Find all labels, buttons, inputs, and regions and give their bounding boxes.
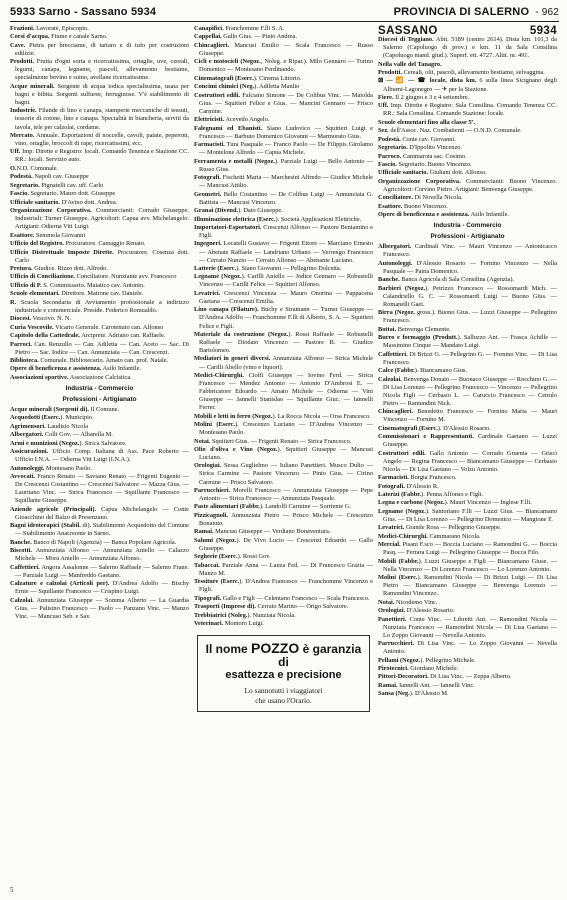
directory-entry: Podestà. Napoli cav. Giuseppe [10, 173, 89, 181]
header-province-title: PROVINCIA DI SALERNO [393, 6, 530, 18]
directory-entry: Ingegneri. Locatelli Gustavo — Frigenti Ettore — Marciano Ernesto — Abenate Raffaele — Landriano Urbano — Verrengo Francesco — Cerrato Nunzio — Cerrato Alfonso — Abenante Luciano. [194, 240, 373, 264]
directory-entry: Calzolai. Annunziata Giuseppe — Somma Alberto — La Guardia Gius. — Palisino Francesco — Paolo — Panzano Vinc. — Manzo Vinc. — Mancuso Seb. e Sav. [10, 596, 189, 620]
directory-entry: Ufficio del Registro. Procuratore. Camaggio Renato. [10, 240, 146, 248]
directory-entry: Ramai. Mancusi Giuseppe — Verdiano Bonaventura. [194, 528, 331, 536]
header-left: 5933 Sarno - Sassano 5934 [10, 6, 157, 18]
directory-entry: Fotografi. Fischetti Maria — Marchesini Alfredo — Giudice Michele — Mancusi Attilio. [194, 174, 373, 190]
directory-entry: Banche. Banco di Napoli (Agenzia) — Banca Popolare Agricola. [10, 538, 177, 546]
ad-line-4: che usano l'Orario. [255, 696, 312, 706]
directory-entry: Pittori-Decoratori. Di Lisa Vinc. — Zeppa Alberto. [378, 673, 512, 681]
directory-entry: Tipografi. Gallo e Figli — Celentano Francesco — Scala Francesco. [194, 594, 370, 602]
directory-entry: Corsi d'acqua. Fiume e canale Sarno. [10, 33, 108, 41]
directory-entry: Esattore. Buono Vincenzo. [378, 202, 448, 210]
directory-entry: Segretario. Pignatelli cav. uff. Carlo [10, 181, 104, 189]
directory-entry: Conciliatore. Di Novella Nicola. [378, 194, 463, 202]
town-name: SASSANO [378, 25, 438, 37]
directory-entry: Esattore. Semmola Giovanni [10, 231, 86, 239]
directory-entry: Biscotti. Annunziata Alfonso — Annunziata Aniello — Calazzo Michele — Mora Aniello — Annunziata Alfonso. [10, 547, 189, 563]
directory-entry: Cave. Pietra per brecciame, di tartaro e di tufo per costruzioni edilizie. [10, 41, 189, 57]
directory-entry: Laterizi (Fabbr.). Penna Alfonso e Figli. [378, 490, 484, 498]
directory-entry: Calzolai. Benvenga Donato — Buonaco Giuseppe — Rocchino G. — Di Lisa Lorenzo — Pellegrino Francesco — Vincenzo — Pellegrino Nicola Figli — Cerbasio L. — Caruccio Francesco — Cetrulo Pietro — Ramundini Nick. [378, 375, 557, 407]
directory-entry: Mercato. Annuale. Esportazioni di noccelle, cavoli, patate, peperoni, vino, ortaglie, broccoli di rape, ricercatissimi, ecc. [10, 131, 189, 147]
directory-entry: Banche. Banca Agricola di Sala Consilina (Agenzia). [378, 276, 515, 284]
directory-entry: Mercial. Pisani F.sco — Boccia Luciano — Ramondini G. — Boccia Pasq. — Ferrara Luigi — Pellegrino Giuseppe — Bocca Filo. [378, 541, 557, 557]
directory-entry: Podestà. Conte cav. Giovanni. [378, 135, 456, 143]
directory-entry: Avvocati. Franco Renato — Saviano Renato — Frigenti Eugenio — De Crescenzi Costantino — Crescenzi Salvatore — Mazza Gius. — Lauritano Vinc. — Sirica Francesco — Squillante Francesco — Squillante Giuseppe. [10, 473, 189, 505]
directory-entry: Agrimensori. Laudisio Nicola [10, 422, 89, 430]
directory-entry: Segherie (Eserc.). Rossi Gov. [194, 553, 271, 561]
section-heading: Professioni - Artigianato [62, 395, 137, 403]
directory-entry: Biblioteca. Comunale. Bibliotecario. Amato can. prof. Natale. [10, 357, 169, 365]
directory-entry: Fascio. Segretario. Buono Vincenzo. [378, 161, 472, 169]
directory-entry: Industrie. Filande di lino e canapa, stamperie meccaniche di tessuti, tessorie di cotone, lino e canapa. Specialità in biancheria, serviti da tavola, tele per calzolai, cordame. [10, 107, 189, 131]
column-left [10, 25, 189, 893]
directory-entry: Legna e carbone (Negoz.). Mauri Vincenzo — Inglese F.lli. [378, 499, 532, 507]
directory-entry: Bagni idroterapici (Stabil. di). Stabilimento Acquedotto del Comune — Stabilimento Anacreonte in Sarno. [10, 522, 189, 538]
directory-entry: Olio d'oliva e Vino (Negoz.). Squitieri Giuseppe — Mancusi Luciano. [194, 445, 373, 461]
directory-entry: ⊠ — 📶 — ☎ locale, dista km. 6 sulla linea Sicignano degli Alburni-Lagonegro — ✈ per la Stazione. [378, 77, 557, 93]
directory-entry: Pretura. Giudice. Rizzo dott. Alfredo. [10, 265, 108, 272]
directory-entry: Ufficio Distrettuale Imposte Dirette. Procuratore. Cosenza dott. Carlo [10, 248, 189, 264]
directory-entry: Materiale da costruzione (Negoz.). Rossi Raffaele — Robustelli Raffaele — Diodato Vincenzo — Pastore B. — Giudice Bartolomeo. [194, 330, 373, 355]
directory-entry: Pirotecnici. Giordano Michele. [378, 665, 459, 673]
pozzo-advertisement [197, 635, 370, 712]
directory-entry: Parroco. Cammarota sac. Cosimo. [378, 152, 467, 160]
directory-entry: Costruttori edili. Falciano Simone — De Colibus Vinc. — Maiolda Gius. — Squitieri Felice e Gius. — Mancini Gennaro — Frisco Carmine. [194, 91, 373, 115]
directory-entry: Latterie (Eserc.). Siano Giovanni — Pellegrino Dolcetta. [194, 265, 342, 272]
running-header [10, 6, 559, 22]
directory-entry: Calce (Fabbr.). Biancamano Gius. [378, 367, 467, 375]
directory-entry: Levatrici. Crescenzi Vincenza — Mauro Onorina — Pappacena Gaetana — Crescenzi Emilia. [194, 289, 373, 305]
directory-entry: Costruttori edili. Gallo Antonio — Corrado Gruenia — Grisci Angelo — Regina Francesco — Biancamano Giuseppe — Cerbasio Nicola — Di Lisa Gaetano — Volzu Antonio. [378, 449, 557, 473]
directory-entry: Salumi (Negoz.). De Vivo Lucio — Crescenzi Edoardo — Gallo Giuseppe. [194, 536, 373, 552]
page-number: - 962 [535, 7, 559, 18]
directory-entry: Cappellai. Gallo Gius. — Pinto Andrea. [194, 33, 297, 41]
column-right [378, 25, 557, 893]
directory-entry: Fascio. Segretario. Mauro dott. Giuseppe [10, 190, 116, 198]
directory-entry: Molini (Eserc.). Crescenzo Luciano — D'Andrea Vincenzo — Montesano Paolo. [194, 421, 373, 437]
directory-entry: Pizzicagnoli. Annunziata Pietro — Prisco Michele — Crescenzo Bonaiuto. [194, 511, 373, 527]
directory-entry: Frazioni. Lavorate, Episcopio. [10, 25, 89, 32]
section-heading: Industria - Commercio [65, 384, 134, 392]
directory-entry: Segretario. D'Ippolito Vincenzo. [378, 144, 463, 152]
column-middle-entries [194, 25, 373, 628]
directory-entry: Mediatori in generi diversi. Annunziata Alfonso — Sirica Michele — Carilli Abello (vino e liquori). [194, 355, 373, 371]
header-right [394, 6, 559, 18]
directory-entry: Bottai. Benvenga Clemente. [378, 325, 451, 333]
ad-line-1 [202, 642, 365, 669]
directory-entry: Pellami (Negoz.). Pellegrino Michele. [378, 656, 476, 664]
directory-entry: Canapifici. Franchomme F.lli S. A. [194, 25, 285, 32]
directory-entry: Fotografi. D'Alessio R. [378, 482, 439, 490]
directory-entry: Medici-Chirurghi. Cammarano Nicola. [378, 532, 481, 540]
directory-entry: Farmacisti. Borgia Francesco. [378, 474, 457, 482]
footer-mark: 5 [10, 886, 14, 894]
directory-entry: Importatori-Esportatori. Crescenzi Alfonso — Pastore Beniamino e Figli. [194, 223, 373, 240]
directory-entry: Diocesi di Teggiano. Abit. 5189 (centro 2614). Dista km. 101,3 da Salerno (Capoluogo di prov.) e km. 11 da Sala Consilina (Capoluogo mand. giud.). Superf. ett. 4727. Altit. m. 491. [378, 36, 557, 60]
directory-entry: Sansa (Neg.). D'Alessio M. [378, 690, 449, 698]
directory-entry: Chincaglieri. Benedetto Francesco — Fornino Maria — Mauri Vincenzo — Fornino M. [378, 408, 557, 424]
column-right-entries [378, 36, 557, 698]
three-column-body [10, 25, 559, 893]
directory-entry: Acque minerali. Sorgente di acqua iodica specialissima, usata per bagni e bibita. Sorgenti sulfuree, ferruginose. V'è stabilimento di bagni. [10, 82, 189, 106]
directory-entry: Medici-Chirurghi. Cioffi Giuseppe — Iovino Ferd. — Sirica Francesco — Mendez Antonio — Antonio D'Ambrosi E. — Fabbricatore Edoardo — Amato Michele — Odierna — Vini Giuseppe — Jannelli Stanislao — Squillante Giuc. — Iannelli Ferrer. [194, 371, 373, 412]
directory-entry: Trasporti (Imprese di). Cerrato Marino — Origo Salvatore. [194, 603, 349, 611]
directory-entry: Acque minerali (Sorgenti di). Il Comune. [10, 405, 120, 413]
directory-entry: Caffettieri. Angora Assalonne — Salerno Raffaele — Salerno Frane. — Parziale Luigi — Manfreddo Gaetano. [10, 563, 189, 579]
directory-entry: Acquedotti (Eserc.). Municipio. [10, 414, 94, 422]
directory-entry: Parrucchieri. Morelli Francesco — Annunziata Giuseppe — Pepe Antonio — Sirica Francesco — Annunziata Pasquale. [194, 486, 373, 502]
directory-entry: R. Scuola Secondaria di Avviamento professionale a indirizzo industriale e commerciale. Preside. Federico Romualdo. [10, 298, 189, 314]
directory-entry: Tabaccai. Parziale Anna — Lanza Fed. — Di Francesco Grazia — Manzo M. [194, 561, 373, 577]
directory-entry: Ufficiale sanitario. Giuliani dott. Alfonso. [378, 169, 487, 177]
directory-entry: Nella valle del Tanagro. [378, 60, 442, 68]
directory-entry: Ramai. Iannelli Ant. — Iannelli Vinc. [378, 681, 475, 689]
directory-entry: Panettieri. Conte Vinc. — Libretti Ant. — Ramondini Nicola — Nunziata Francesco — Ramondini Nicola — Di Lisa Gaetano — Lo Zoppo Giovanni — Nevella Antonio. [378, 615, 557, 639]
directory-entry: Autonoleggi. Montesano Paolo. [10, 464, 92, 472]
directory-entry: Aziende agricole (Principali). Capua Michelangelo — Conte Gioacchino del Balzo di Presenzano. [10, 505, 189, 521]
directory-entry: Organizzazione Corporativa. Commercianti: Corrado Giuseppe. Industriali: Turner Giuseppe. Agricoltori: Capua avv. Michelangelo. Artigiani: Odierna Vitt Luigi. [10, 207, 189, 231]
directory-entry: Uff. Imp. Dirette e Registro: Sala Consilina. Comando Tenenza CC. RR.: Sala Consilina. Comando Stazione: locale. [378, 102, 557, 118]
directory-entry: Granai (Divend.). Dato Giuseppe. [194, 207, 283, 215]
directory-entry: Albergatori. Cardinali Vinc. — Mauri Vincenzo — Antonicacco Francesco. [378, 243, 557, 259]
directory-entry: Autonoleggi. D'Alessio Rosario — Fornino Vincenzo — Nella Pasquale — Paina Domenico. [378, 259, 557, 275]
directory-entry: Scuole elementari. Direttore. Matrone cav. Daniele. [10, 290, 144, 298]
town-heading [378, 27, 557, 35]
directory-entry: Orologiai. Sessa Guglielmo — Iuliano Panettieri. Musco Dulio — Sirica Carmine — Pastore Vincenzo — Pinto Gius. — Cirino Carmine — Prisco Salvatore. [194, 462, 373, 486]
directory-entry: Legname (Negoz.). Carilli Aniello — Jodice Gennaro — Robustelli Vincenzo — Carilli Felice — Squitieri Alfonso. [194, 273, 373, 289]
directory-entry: Parrucchieri. Di Lisa Vinc. — Lo Zoppo Giovanni — Nevella Antonio. [378, 640, 557, 656]
directory-entry: Burro e formaggio (Produtt.). Salluzzo Ant. — Frasca Achille — Massimino Cinque — Mandato Luigi. [378, 334, 557, 350]
directory-entry: Uff. Imp. Dirette e Registro: locali. Comando Tenenza e Stazione CC. RR.: locali. Servizio auto. [10, 148, 189, 164]
section-heading: Industria - Commercio [433, 222, 502, 230]
directory-entry: Notai. Squitieri Gius. — Frigenti Renato — Sirica Francesco. [194, 437, 352, 445]
ad-line-1-pre: Il nome [205, 642, 248, 657]
directory-entry: Tessiture (Eserc.). D'Andrea Francesco — Franchomme Vincenzo e Figli. [194, 578, 373, 594]
directory-entry: Elettricisti. Acevedo Angelo. [194, 116, 270, 124]
directory-entry: Parroci. Can. Renzullo — Can. Adiletta — Can. Aceto — Sac. Di Pietro — Sac. Iodice — Can. Annunziata — Can. Crescenzi. [10, 340, 189, 356]
directory-entry: Diocesi. Vescovo. N. N. [10, 315, 72, 323]
directory-entry: Opere di beneficenza e assistenza. Asilo Infantile. [10, 365, 141, 373]
directory-entry: Opere di beneficenza e assistenza. Asilo Infantile. [378, 211, 509, 219]
directory-entry: Paste alimentari (Fabbr.). Landolfi Carmine — Sorriente G. [194, 503, 351, 511]
directory-entry: Armi e munizioni (Negoz.). Sirica Salvatore. [10, 439, 127, 447]
directory-entry: Organizzazione Corporativa. Commercianti: Buono Vincenzo. Agricoltori: Corvino Pietro. Artigiani: Benvenga Giuseppe. [378, 177, 557, 193]
directory-entry: Associazioni sportive. Associazione Calcistica. [10, 373, 132, 381]
directory-entry: Fiere. Il 2 giugno e 3 e 4 settembre. [378, 93, 470, 101]
directory-entry: Orologiai. D'Alessio Rosario. [378, 607, 455, 615]
directory-entry: Veterinari. Montoro Luigi. [194, 620, 264, 627]
directory-entry: Barbieri (Negoz.). Petrizzo Francesco — Rossomardi Mich. — Calandriello G. C. — Rossomardi Luigi — Buono Gius. — Romanelli Gaet. [378, 284, 557, 308]
directory-entry: O.N.D. Comunale. [10, 164, 59, 172]
directory-entry: Caffettieri. Di Brizzi G. — Pellegrino G. — Fornino Vinc. — Di Lisa Francesco. [378, 350, 557, 366]
directory-entry: Assicurazioni. Ufficio Comp. Italiana di Ass. Pace Roberto — Ufficio I.N.A. — Odierna Vitt Luigi (I.N.A.). [10, 448, 189, 464]
directory-entry: Cicli e motocicli (Negoz., Noleg. e Ripar.). Milo Gennaro — Torino Domenico — Montesano Ferdinando. [194, 58, 373, 74]
directory-entry: Concimi chimici (Neg.). Adiletta Manlio [194, 83, 300, 91]
directory-entry: Notai. Nicodemo Vinc. [378, 598, 438, 606]
directory-entry: Mobili e letti in ferro (Negoz.). La Rocca Nicola — Orsa Francesco. [194, 412, 371, 420]
directory-entry: Capitolo della Cattedrale. Arciprete. Adriano can. Raffaele. [10, 332, 166, 340]
directory-entry: Ferramenta e metalli (Negoz.). Parziale Luigi — Bello Antonio — Russo Gius. [194, 157, 373, 173]
directory-entry: Commissionari e Rappresentanti. Cardinale Gaetano — Luzzi Giuseppe. [378, 433, 557, 449]
directory-entry: Legname (Negoz.). Santoriano F.lli — Luzzi Gius. — Biancamano Gius. — Di Lisa Lorenzo — Pellegrino Domenico — Mangione F. [378, 507, 557, 523]
directory-entry: Cinematografi (Eserc.). D'Alessio Rosario. [378, 424, 491, 432]
ad-line-3: Lo sannotutti i viaggiatori [244, 686, 323, 696]
directory-entry: Ufficio di Conciliazione. Conciliatore. Nunziante avv. Francesco [10, 273, 177, 281]
directory-entry: Sez. dell'Assoc. Naz. Combattenti — O.N.D. Comunale. [378, 127, 522, 135]
directory-entry: Prodotti. Frutta d'ogni sorta e ricercatissima, ortaglie, uve, cereali, legumi, canapa, legname, pascoli, allevamento bestiame, specialmente bovino e suino, avellane ricercatissime. [10, 58, 189, 82]
directory-entry: Albergatori. Colli Gov. — Albarella M. [10, 431, 113, 439]
directory-entry: Ufficiale sanitario. D'Avino dott. Andrea. [10, 198, 118, 206]
directory-entry: Prodotti. Cereali, olii, pascoli, allevamento bestiame, selvaggina. [378, 69, 545, 77]
directory-entry: Farmacisti. Tura Pasquale — Franco Paolo — De Filippis Girolamo — Montelone Alfredo — Capua Michele. [194, 141, 373, 157]
directory-entry: Lino canapa (Filature). Buchy e Stramann — Turner Giuseppe — D'Andrea Adolfo — Franchomme F.lli di Alberto, S. A. — Squitieri Felice e Figli. [194, 306, 373, 330]
directory-entry: Levatrici. Grande Rosa — Pellegrino Giuseppe. [378, 524, 502, 532]
directory-entry: Birra (Negoz. gross.). Buono Gius. — Luzzi Giuseppe — Pellegrino Francesco. [378, 309, 557, 325]
ad-line-1-post: è garanzia di [278, 642, 362, 670]
ad-line-2: esattezza e precisione [225, 669, 342, 682]
directory-entry: Illuminazione elettrica (Eserc.). Società Applicazioni Elettriche. [194, 215, 362, 223]
column-middle [194, 25, 373, 893]
directory-entry: Trebbiatrici (Noleg.). Nunziata Nicola. [194, 611, 296, 619]
directory-entry: Chincaglieri. Mancusi Emilio — Scala Francesco — Russo Giuseppe. [194, 41, 373, 57]
directory-entry: Calzature e calzolai (Articoli per). D'Andrea Adolfo — Bischy Ernie — Squillante Francesco — Crispino Luigi. [10, 580, 189, 596]
directory-entry: Falegnami ed Ebanisti. Siano Ludovico — Squitieri Luigi e Francesco — Barbuto Domenico Giovanni — Marmorato Gius. [194, 124, 373, 140]
directory-entry: Geometri. Bello Costantino — De Colibus Luigi — Annunziata G. Battista — Mancusi Vincenzo. [194, 190, 373, 206]
directory-entry: Mobili (Fabbr.). Luzzi Giuseppe e Figli — Biancamano Giuse. — Nella Vincenzo — Di Lorenzo Francesco — Lo Lorenzo Antonio. [378, 557, 557, 573]
ad-brand: POZZO [251, 640, 300, 657]
town-number: 5934 [529, 25, 557, 37]
directory-entry: Scuole elementari fino alla classe 5ª. [378, 118, 476, 126]
directory-entry: Ufficio di P. S. Commissario. Maiatico cav. Antonio. [10, 281, 145, 289]
directory-entry: Curia Vescovile. Vicario Generale. Carotenuto can. Alfonso [10, 323, 164, 331]
directory-entry: Molini (Eserc.). Ramondini Nicola — Di Brizzi Luigi — Di Lisa Pietro — Biancamano Giuseppe — Benvenga Lorenzo — Ramondini Vincenzo. [378, 574, 557, 598]
section-heading: Professioni - Artigianato [430, 233, 505, 241]
directory-entry: Cinematografi (Eserc.). Cinema Littorio. [194, 74, 302, 82]
